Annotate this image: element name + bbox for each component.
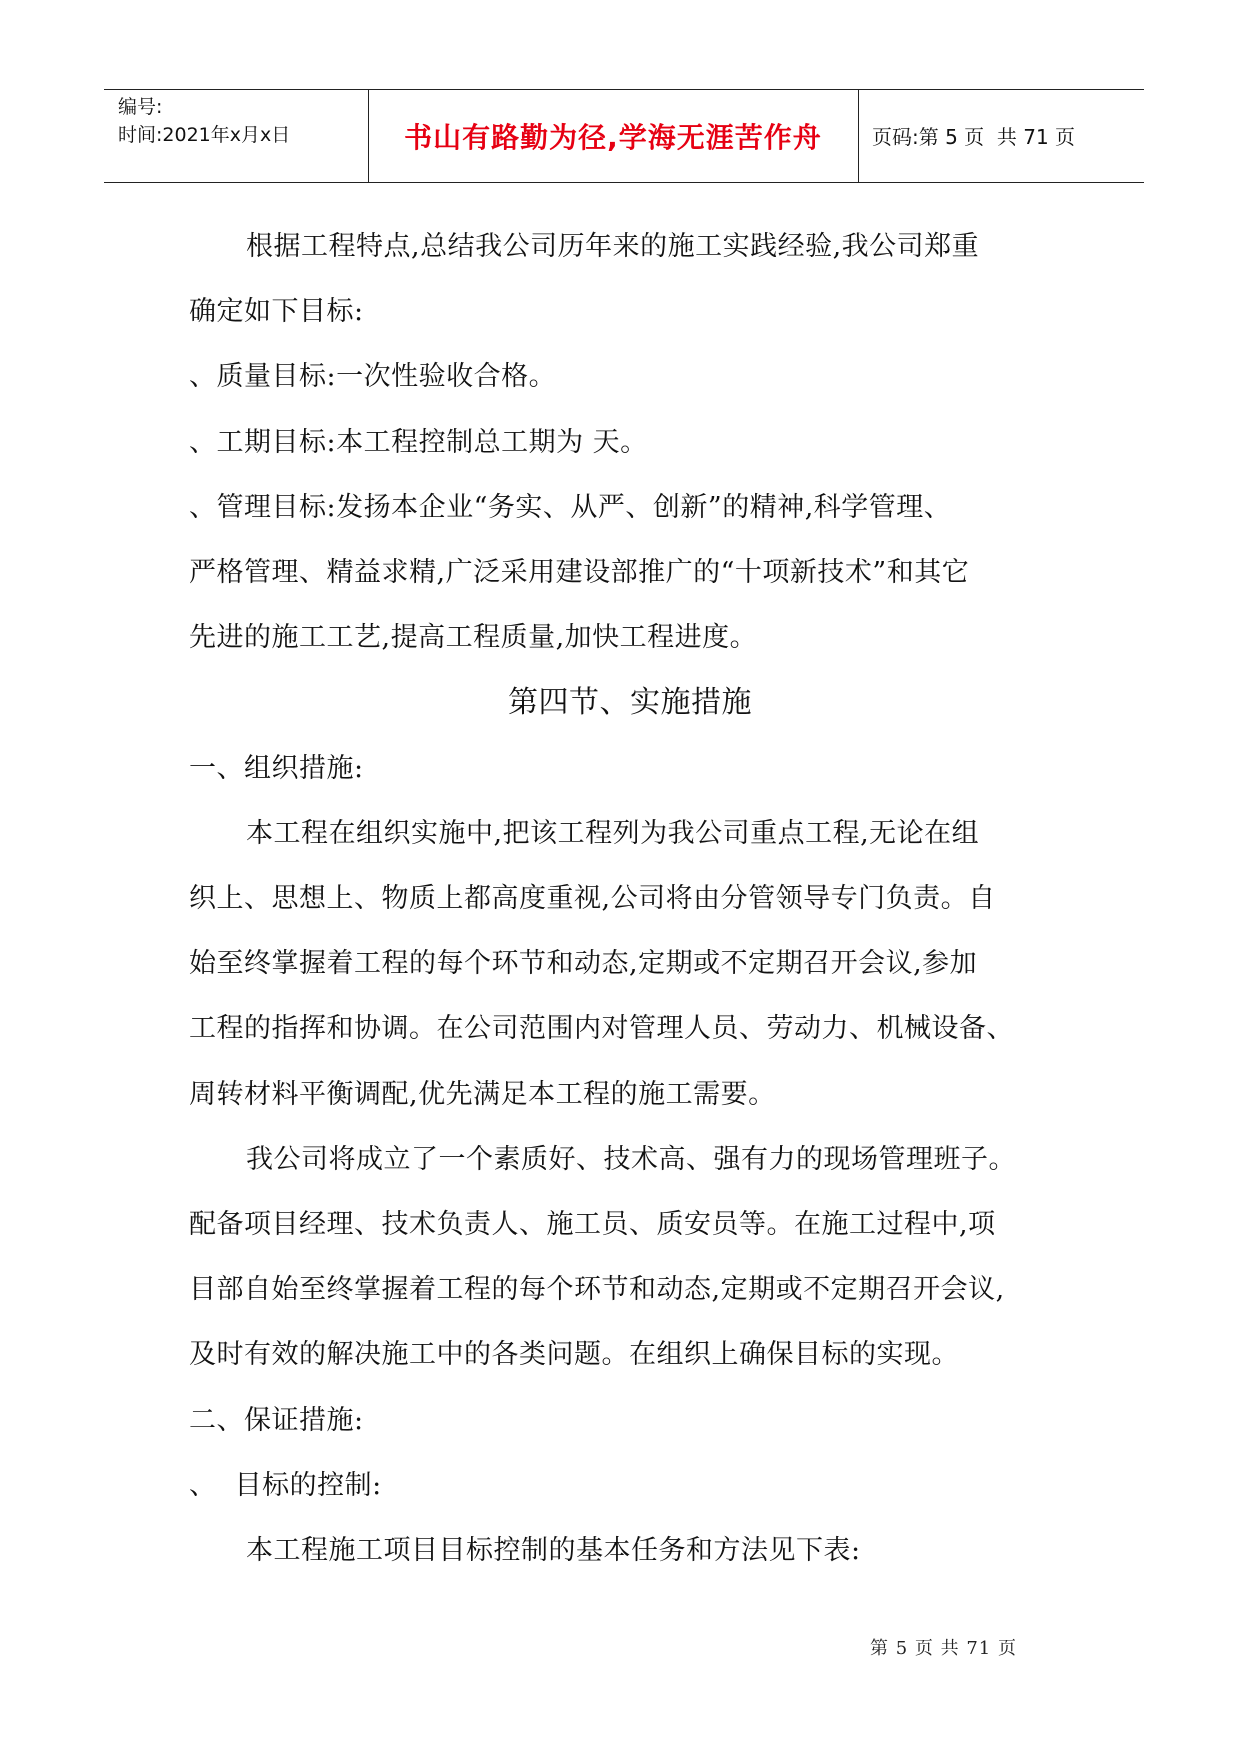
paragraph-line: 确定如下目标: [189, 296, 364, 328]
list-item: 、 目标的控制: [189, 1469, 382, 1501]
paragraph-line: 织上、思想上、物质上都高度重视,公司将由分管领导专门负责。自 [189, 883, 996, 915]
list-item: 、工期目标:本工程控制总工期为 天。 [189, 426, 648, 458]
paragraph-line: 本工程在组织实施中,把该工程列为我公司重点工程,无论在组 [246, 817, 980, 849]
paragraph-line: 工程的指挥和协调。在公司范围内对管理人员、劳动力、机械设备、 [189, 1013, 1014, 1045]
paragraph-line: 及时有效的解决施工中的各类问题。在组织上确保目标的实现。 [189, 1339, 959, 1371]
subsection-heading: 二、保证措施: [189, 1404, 364, 1436]
paragraph-line: 周转材料平衡调配,优先满足本工程的施工需要。 [189, 1078, 776, 1110]
paragraph-line: 始至终掌握着工程的每个环节和动态,定期或不定期召开会议,参加 [189, 948, 978, 980]
paragraph-line: 本工程施工项目目标控制的基本任务和方法见下表: [246, 1535, 861, 1567]
header-divider [858, 90, 859, 182]
header-page-number: 页码:第 5 页 共 71 页 [872, 125, 1076, 149]
page-header [104, 89, 1144, 183]
header-motto: 书山有路勤为径,学海无涯苦作舟 [404, 120, 822, 154]
paragraph-line: 先进的施工工艺,提高工程质量,加快工程进度。 [189, 622, 758, 654]
list-item: 、管理目标:发扬本企业“务实、从严、创新”的精神,科学管理、 [189, 491, 952, 523]
paragraph-line: 我公司将成立了一个素质好、技术高、强有力的现场管理班子。 [246, 1143, 1016, 1175]
paragraph-line: 严格管理、精益求精,广泛采用建设部推广的“十项新技术”和其它 [189, 557, 970, 589]
section-heading: 第四节、实施措施 [508, 685, 752, 721]
page-footer: 第 5 页 共 71 页 [870, 1638, 1017, 1659]
paragraph-line: 根据工程特点,总结我公司历年来的施工实践经验,我公司郑重 [246, 231, 980, 262]
document-body [189, 214, 1071, 1583]
paragraph-line: 目部自始至终掌握着工程的每个环节和动态,定期或不定期召开会议, [189, 1274, 1005, 1306]
document-time-label: 时间:2021年x月x日 [118, 124, 291, 146]
header-meta [118, 93, 290, 149]
subsection-heading: 一、组织措施: [189, 752, 364, 784]
document-number-label: 编号: [118, 96, 163, 118]
paragraph-line: 配备项目经理、技术负责人、施工员、质安员等。在施工过程中,项 [189, 1209, 996, 1241]
list-item: 、质量目标:一次性验收合格。 [189, 361, 557, 393]
